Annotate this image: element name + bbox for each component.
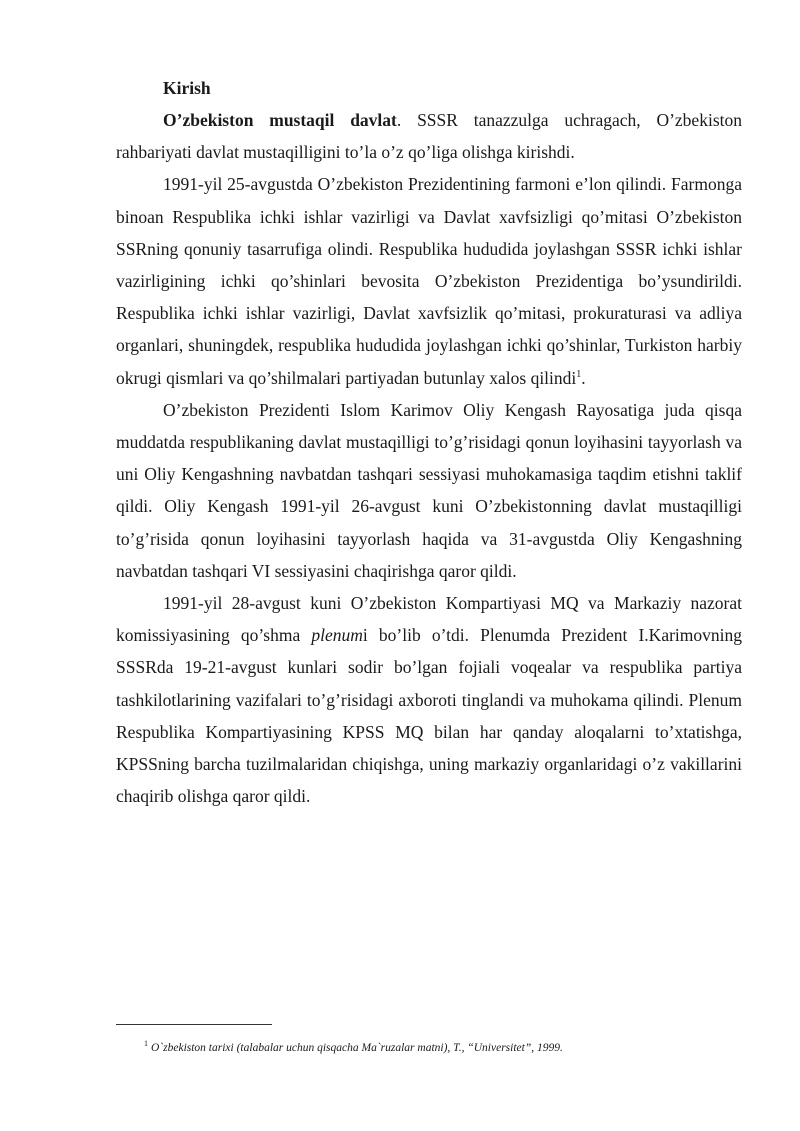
footnote-marker: 1 bbox=[144, 1039, 148, 1049]
footnote bbox=[144, 1040, 744, 1056]
paragraph-1 bbox=[116, 104, 742, 168]
section-heading: Kirish bbox=[163, 78, 211, 98]
paragraph-4 bbox=[116, 587, 742, 812]
paragraph-2 bbox=[116, 168, 742, 393]
footnote-text: O`zbekiston tarixi (talabalar uchun qisqacha Ma`ruzalar matni), T., “Universitet”, 1999. bbox=[151, 1042, 563, 1054]
paragraph-2-end: . bbox=[581, 367, 586, 388]
paragraph-4-text-b: i bo’lib o’tdi. Plenumda Prezident I.Karimovning SSSRda 19-21-avgust kunlari sodir bo’lgan fojiali voqealar va respublika partiya tashkilotlarining vazifalari to’g’risidagi axboroti tinglandi va muhokama qilindi. Plenum Respublika Kompartiyasining KPSS MQ bilan har qanday aloqalarni to’xtatishga, KPSSning barcha tuzilmalaridan chiqishga, uning markaziy organlaridagi o’z vakillarini chaqirib olishga qaror qildi. bbox=[116, 625, 743, 807]
footnote-separator bbox=[116, 1024, 272, 1025]
paragraph-1-lead: O’zbekiston mustaqil davlat bbox=[163, 110, 397, 130]
paragraph-2-text: 1991-yil 25-avgustda O’zbekiston Prezidentining farmoni e’lon qilindi. Farmonga binoan Respublika ichki ishlar vazirligi va Davlat xavfsizligi qo’mitasi O’zbekiston SSRning qonuniy tasarrufiga olindi. Respublika hududida joylashgan SSSR ichki ishlar vazirligining ichki qo’shinlari bevosita O’zbekiston Prezidentiga bo’ysundirildi. Respublika ichki ishlar vazirligi, Davlat xavfsizlik qo’mitasi, prokuraturasi va adliya organlari, shuningdek, respublika hududida joylashgan ichki qo’shinlar, Turkiston harbiy okrugi qismlari va qo’shilmalari partiyadan butunlay xalos qilindi bbox=[116, 174, 742, 388]
footnote-reference[interactable]: 1 bbox=[576, 368, 582, 380]
paragraph-4-text-a: 1991-yil 28-avgust kuni O’zbekiston Kompartiyasi MQ va Markaziy nazorat komissiyasining qo’shma bbox=[116, 593, 742, 646]
document-body bbox=[116, 72, 742, 812]
paragraph-1-text: . SSSR tanazzulga uchragach, O’zbekiston rahbariyati davlat mustaqilligini to’la o’z qo’liga olishga kirishdi. bbox=[116, 110, 742, 163]
paragraph-3: O’zbekiston Prezidenti Islom Karimov Oliy Kengash Rayosatiga juda qisqa muddatda respublikaning davlat mustaqilligi to’g’risidagi qonun loyihasini tayyorlash va uni Oliy Kengashning navbatdan tashqari sessiyasi muhokamasiga taqdim etishni taklif qildi. Oliy Kengash 1991-yil 26-avgust kuni O’zbekistonning davlat mustaqilligi to’g’risida qonun loyihasini tayyorlash haqida va 31-avgustda Oliy Kengashning navbatdan tashqari VI sessiyasini chaqirishga qaror qildi. bbox=[116, 399, 742, 581]
paragraph-4-italic: plenum bbox=[311, 625, 363, 646]
